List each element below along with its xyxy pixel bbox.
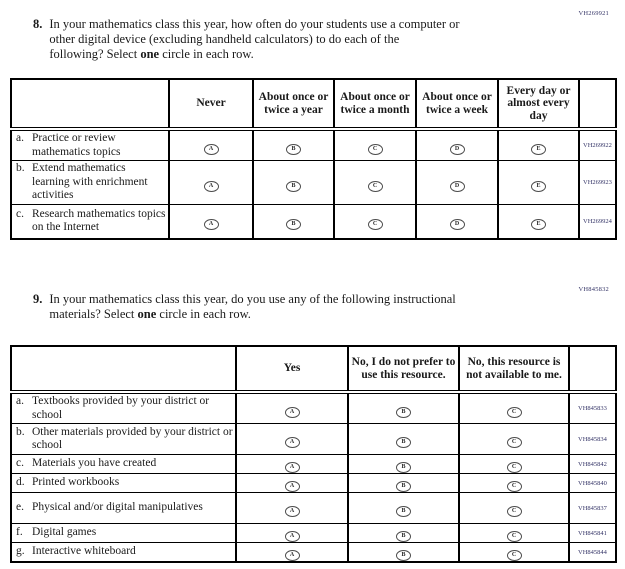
q8-header-row: [11, 79, 616, 129]
item-code: VH269923: [579, 161, 616, 205]
option-cell: [334, 161, 416, 205]
option-circle-a[interactable]: A: [285, 481, 300, 492]
row-label-cell: [11, 129, 169, 161]
question-8-line-2: other digital device (excluding handheld calculators) to do each of the: [49, 32, 400, 46]
item-code: VH845833: [569, 392, 616, 424]
q9-header-yes: Yes: [236, 346, 348, 392]
option-circle-c[interactable]: C: [507, 462, 522, 473]
q8-corner-cell: [11, 79, 169, 129]
question-9-bold-word: one: [137, 307, 157, 321]
option-circle-c[interactable]: C: [507, 481, 522, 492]
option-circle-b[interactable]: B: [396, 437, 411, 448]
question-9-line-1: In your mathematics class this year, do you use any of the following instructional: [49, 292, 456, 306]
question-9-line-2: [49, 307, 563, 322]
table-row: [11, 424, 616, 455]
option-circle-b[interactable]: B: [396, 462, 411, 473]
option-cell: [459, 493, 569, 524]
question-8-table: [10, 78, 617, 240]
option-circle-c[interactable]: C: [507, 506, 522, 517]
question-8-line-3-pre: following? Select: [49, 47, 141, 61]
option-circle-c[interactable]: C: [368, 144, 383, 155]
option-circle-a[interactable]: A: [204, 144, 219, 155]
item-code: VH269922: [579, 129, 616, 161]
question-9-text: [49, 292, 563, 322]
option-cell: [348, 474, 459, 493]
row-letter: f.: [16, 526, 23, 539]
row-label: Extend mathematics learning with enrichment activities: [32, 162, 148, 202]
option-cell: [459, 524, 569, 543]
option-circle-c[interactable]: C: [507, 437, 522, 448]
row-label: Research mathematics topics on the Internet: [32, 207, 166, 234]
option-circle-a[interactable]: A: [285, 550, 300, 561]
q8-header-week: About once or twice a week: [416, 79, 498, 129]
option-cell: [253, 205, 334, 239]
table-row: [11, 392, 616, 424]
row-label: Interactive whiteboard: [32, 545, 136, 558]
option-circle-e[interactable]: E: [531, 219, 546, 230]
row-label: Practice or review mathematics topics: [32, 132, 121, 158]
option-cell: [253, 161, 334, 205]
option-cell: [498, 161, 579, 205]
row-label: Other materials provided by your district or school: [32, 425, 233, 451]
table-row: [11, 524, 616, 543]
row-label-cell: [11, 543, 236, 563]
option-cell: [459, 424, 569, 455]
option-cell: [169, 161, 253, 205]
option-circle-d[interactable]: D: [450, 181, 465, 192]
row-letter: a.: [16, 132, 24, 144]
option-circle-b[interactable]: B: [396, 550, 411, 561]
row-letter: c.: [16, 457, 24, 470]
option-circle-c[interactable]: C: [507, 407, 522, 418]
q9-header-no-prefer: No, I do not prefer to use this resource.: [348, 346, 459, 392]
row-label: Printed workbooks: [32, 476, 120, 489]
option-cell: [169, 205, 253, 239]
row-label: Textbooks provided by your district or school: [32, 395, 210, 421]
table-row: [11, 161, 616, 205]
row-label-cell: [11, 455, 236, 474]
option-cell: [416, 205, 498, 239]
option-cell: [348, 493, 459, 524]
option-cell: [236, 493, 348, 524]
option-circle-a[interactable]: A: [285, 437, 300, 448]
option-circle-b[interactable]: B: [396, 506, 411, 517]
row-letter: b.: [16, 425, 25, 438]
row-letter: c.: [16, 207, 24, 220]
table-row: [11, 493, 616, 524]
item-code: VH845840: [569, 474, 616, 493]
option-circle-a[interactable]: A: [204, 181, 219, 192]
table-row: [11, 455, 616, 474]
option-cell: [459, 392, 569, 424]
row-letter: a.: [16, 395, 24, 407]
table-row: [11, 474, 616, 493]
row-label-cell: [11, 161, 169, 205]
item-code: VH269924: [579, 205, 616, 239]
option-cell: [459, 474, 569, 493]
option-circle-a[interactable]: A: [204, 219, 219, 230]
option-cell: [416, 161, 498, 205]
option-cell: [348, 524, 459, 543]
option-circle-c[interactable]: C: [507, 531, 522, 542]
table-row: [11, 129, 616, 161]
option-circle-d[interactable]: D: [450, 144, 465, 155]
question-9: [33, 292, 563, 322]
row-letter: g.: [16, 545, 25, 558]
option-cell: [236, 474, 348, 493]
option-cell: [236, 455, 348, 474]
option-cell: [236, 424, 348, 455]
option-cell: [348, 455, 459, 474]
question-8-bold-word: one: [140, 47, 160, 61]
q8-header-never: Never: [169, 79, 253, 129]
row-label: Digital games: [32, 526, 97, 539]
q8-header-everyday: Every day or almost every day: [498, 79, 579, 129]
item-code: VH845842: [569, 455, 616, 474]
table-row: [11, 543, 616, 563]
item-code: VH845841: [569, 524, 616, 543]
question-8-text: [49, 17, 563, 62]
q9-header-row: [11, 346, 616, 392]
row-letter: b.: [16, 162, 25, 175]
option-circle-e[interactable]: E: [531, 144, 546, 155]
question-8-ref-code: VH269921: [578, 10, 609, 17]
option-cell: [236, 392, 348, 424]
option-cell: [348, 543, 459, 563]
option-circle-b[interactable]: B: [286, 181, 301, 192]
option-circle-c[interactable]: C: [368, 219, 383, 230]
option-cell: [253, 129, 334, 161]
option-cell: [498, 129, 579, 161]
question-8-line-3-post: circle in each row.: [159, 47, 254, 61]
option-cell: [169, 129, 253, 161]
option-circle-a[interactable]: A: [285, 407, 300, 418]
option-cell: [334, 129, 416, 161]
row-label: Materials you have created: [32, 457, 157, 470]
question-9-number: 9.: [33, 292, 43, 306]
option-circle-b[interactable]: B: [286, 144, 301, 155]
item-code: VH845834: [569, 424, 616, 455]
question-9-line-2-post: circle in each row.: [156, 307, 251, 321]
option-cell: [236, 543, 348, 563]
option-circle-e[interactable]: E: [531, 181, 546, 192]
q8-header-code-col: [579, 79, 616, 129]
option-cell: [348, 392, 459, 424]
question-9-table: [10, 345, 617, 563]
question-9-ref-code: VH845832: [578, 286, 609, 293]
question-8-number: 8.: [33, 17, 43, 31]
option-circle-b[interactable]: B: [396, 407, 411, 418]
option-circle-b[interactable]: B: [396, 481, 411, 492]
q8-header-year: About once or twice a year: [253, 79, 334, 129]
q9-header-no-available: No, this resource is not available to me.: [459, 346, 569, 392]
row-letter: e.: [16, 501, 24, 514]
row-label-cell: [11, 474, 236, 493]
option-circle-b[interactable]: B: [286, 219, 301, 230]
row-label-cell: [11, 424, 236, 455]
item-code: VH845844: [569, 543, 616, 563]
option-circle-d[interactable]: D: [450, 219, 465, 230]
option-circle-a[interactable]: A: [285, 531, 300, 542]
row-letter: d.: [16, 476, 25, 489]
option-cell: [498, 205, 579, 239]
option-circle-a[interactable]: A: [285, 506, 300, 517]
row-label-cell: [11, 524, 236, 543]
row-label-cell: [11, 205, 169, 239]
option-circle-c[interactable]: C: [368, 181, 383, 192]
option-circle-b[interactable]: B: [396, 531, 411, 542]
option-circle-c[interactable]: C: [507, 550, 522, 561]
question-9-line-2-pre: materials? Select: [49, 307, 138, 321]
option-cell: [416, 129, 498, 161]
row-label-cell: [11, 493, 236, 524]
question-8: [33, 17, 563, 62]
option-cell: [348, 424, 459, 455]
option-cell: [459, 543, 569, 563]
question-8-line-1: In your mathematics class this year, how often do your students use a computer or: [49, 17, 460, 31]
q9-header-code-col: [569, 346, 616, 392]
option-circle-a[interactable]: A: [285, 462, 300, 473]
question-8-line-3: [49, 47, 563, 62]
row-label-cell: [11, 392, 236, 424]
table-row: [11, 205, 616, 239]
q9-corner-cell: [11, 346, 236, 392]
option-cell: [236, 524, 348, 543]
option-cell: [334, 205, 416, 239]
item-code: VH845837: [569, 493, 616, 524]
q8-header-month: About once or twice a month: [334, 79, 416, 129]
option-cell: [459, 455, 569, 474]
row-label: Physical and/or digital manipulatives: [32, 501, 203, 514]
